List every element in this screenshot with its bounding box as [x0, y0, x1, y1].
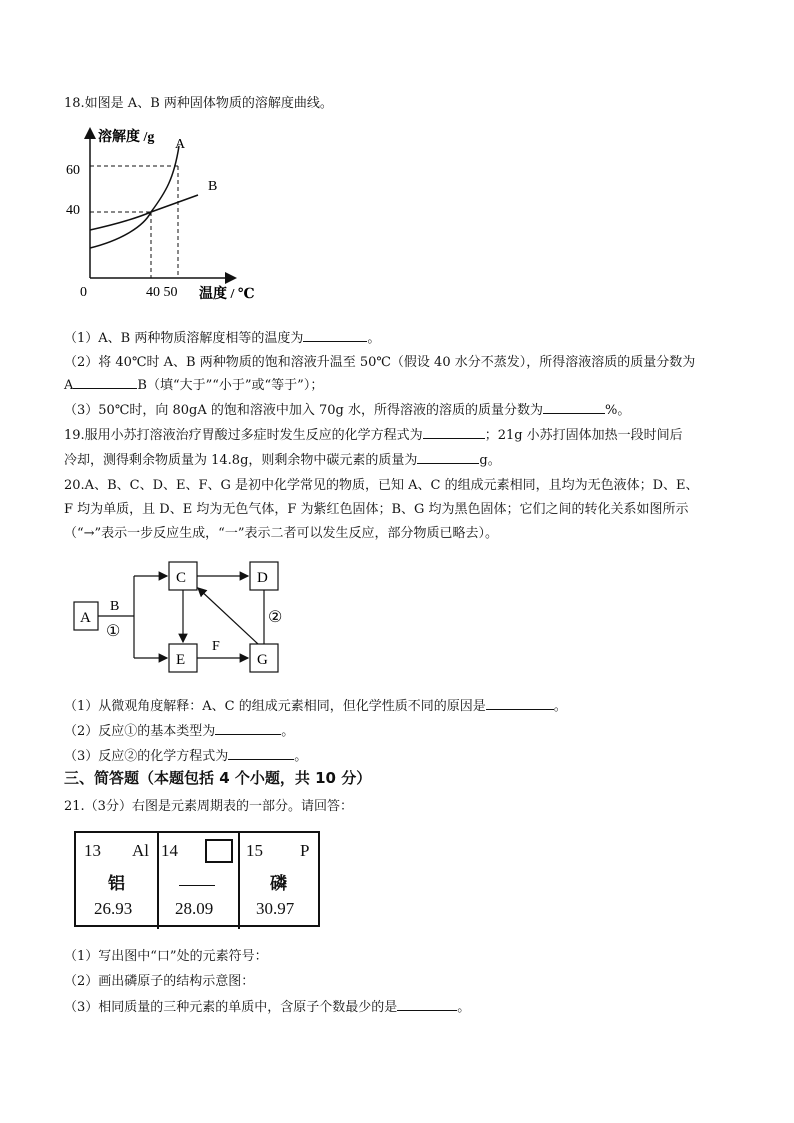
label-e: E — [176, 652, 186, 668]
section-heading: 三、简答题（本题包括 4 个小题，共 10 分） — [64, 769, 372, 787]
answer-blank[interactable] — [543, 401, 605, 414]
element-name: 磷 — [270, 874, 287, 893]
element-symbol: P — [300, 841, 310, 860]
periodic-table-excerpt — [74, 831, 320, 927]
label-g: G — [257, 652, 268, 668]
label-reaction-1: ① — [106, 623, 121, 640]
element-number: 13 — [84, 841, 101, 860]
label-b: B — [110, 599, 120, 614]
answer-blank[interactable] — [423, 426, 485, 439]
transformation-diagram — [62, 552, 292, 677]
element-mass: 30.97 — [256, 899, 295, 918]
element-symbol-box[interactable] — [205, 839, 233, 863]
answer-blank[interactable] — [486, 697, 554, 710]
x-ticks: 40 50 — [146, 285, 178, 300]
q20-sub3: （3）反应②的化学方程式为 。 — [64, 749, 308, 764]
q20-sub1: （1）从微观角度解释：A、C 的组成元素相同，但化学性质不同的原因是 。 — [64, 699, 567, 714]
element-number: 14 — [161, 841, 178, 860]
element-cell-14 — [157, 833, 240, 929]
curve-a — [90, 146, 179, 248]
element-symbol: Al — [132, 841, 149, 860]
element-name-blank[interactable] — [179, 885, 215, 886]
y-tick-60: 60 — [66, 163, 80, 178]
origin-label: 0 — [80, 285, 87, 300]
curve-b-label: B — [208, 179, 218, 194]
answer-blank[interactable] — [228, 747, 294, 760]
answer-blank[interactable] — [303, 329, 367, 342]
solubility-chart — [62, 118, 272, 308]
q18-title: 18.如图是 A、B 两种固体物质的溶解度曲线。 — [64, 96, 333, 111]
q20-line2: F 均为单质，且 D、E 均为无色气体，F 为紫红色固体；B、G 均为黑色固体；它们之间的转化关系如图所示 — [64, 502, 689, 517]
q21-sub3: （3）相同质量的三种元素的单质中，含原子个数最少的是 。 — [64, 1000, 471, 1015]
label-c: C — [176, 570, 187, 586]
label-reaction-2: ② — [268, 609, 283, 626]
answer-blank[interactable] — [417, 451, 479, 464]
q20-sub2: （2）反应①的基本类型为 。 — [64, 724, 295, 739]
curve-a-label: A — [175, 137, 186, 152]
element-cell-p — [238, 833, 320, 929]
y-tick-40: 40 — [66, 203, 80, 218]
element-cell-al — [76, 833, 159, 929]
x-axis-label: 温度 / ℃ — [199, 287, 255, 302]
q18-sub2-line2: A B（填“大于”“小于”或“等于”）； — [64, 378, 324, 393]
arrow-g-to-c — [198, 588, 258, 644]
q18-sub2-line1: （2）将 40℃时 A、B 两种物质的饱和溶液升温至 50℃（假设 40 水分不蒸发），所得溶液溶质的质量分数为 — [64, 355, 696, 370]
q19-line2: 冷却，测得剩余物质量为 14.8g，则剩余物中碳元素的质量为 g。 — [64, 453, 501, 468]
label-a: A — [80, 610, 91, 626]
q21-intro: 21.（3分）右图是元素周期表的一部分。请回答： — [64, 799, 353, 814]
q18-sub3: （3）50℃时，向 80gA 的饱和溶液中加入 70g 水，所得溶液的溶质的质量分数为 %。 — [64, 403, 631, 418]
q21-sub1: （1）写出图中“口”处的元素符号： — [64, 949, 268, 964]
y-axis-label: 溶解度 /g — [98, 130, 155, 145]
answer-blank[interactable] — [397, 998, 457, 1011]
label-f: F — [212, 639, 220, 654]
answer-blank[interactable] — [215, 722, 281, 735]
q20-line3: （“→”表示一步反应生成，“一”表示二者可以发生反应，部分物质已略去）。 — [64, 526, 498, 541]
element-name: 铝 — [108, 874, 125, 893]
label-d: D — [257, 570, 268, 586]
element-mass: 28.09 — [175, 899, 214, 918]
element-number: 15 — [246, 841, 263, 860]
q21-sub2: （2）画出磷原子的结构示意图： — [64, 974, 255, 989]
q19-line1: 19.服用小苏打溶液治疗胃酸过多症时发生反应的化学方程式为 ；21g 小苏打固体加热一段时间后 — [64, 428, 683, 443]
q20-line1: 20.A、B、C、D、E、F、G 是初中化学常见的物质，已知 A、C 的组成元素相同，且均为无色液体；D、E、 — [64, 478, 699, 493]
answer-blank[interactable] — [73, 376, 137, 389]
q18-sub1: （1）A、B 两种物质溶解度相等的温度为 。 — [64, 331, 381, 346]
element-mass: 26.93 — [94, 899, 133, 918]
